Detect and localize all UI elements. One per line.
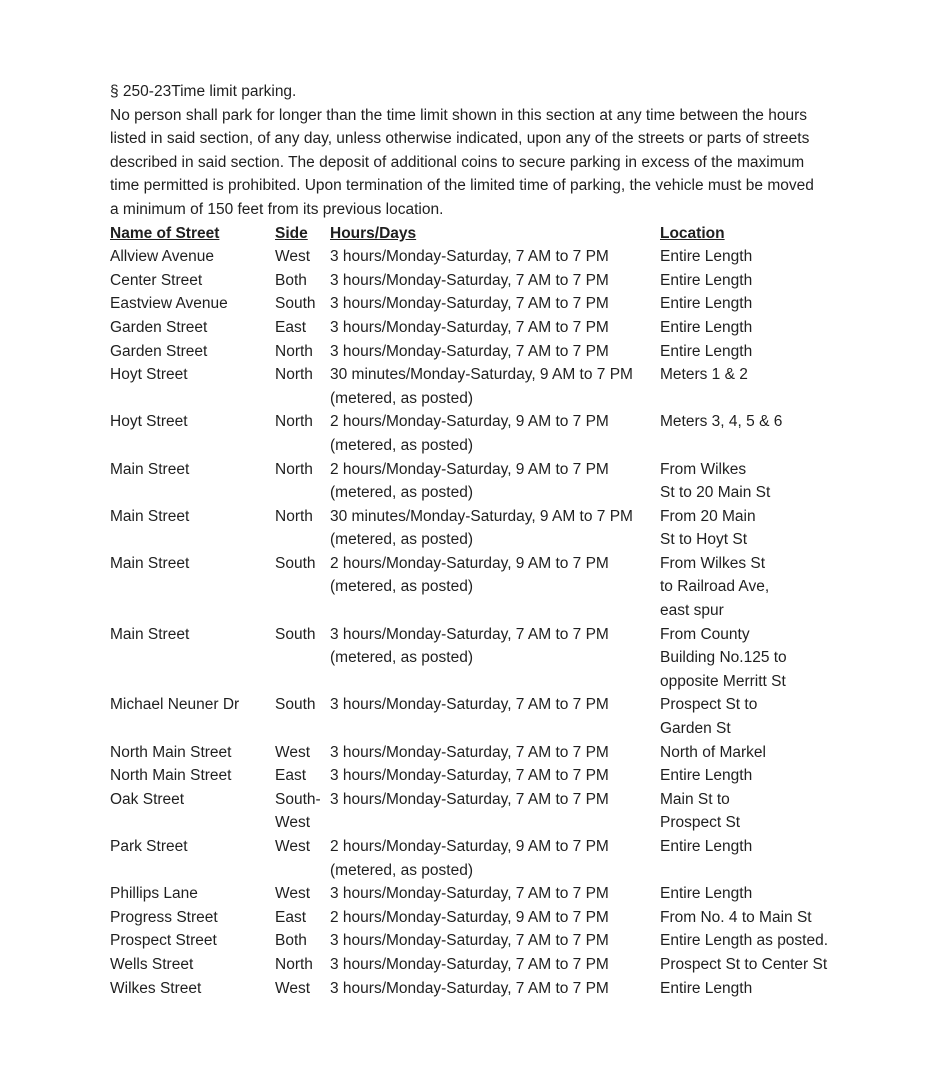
- cell-location-line: Meters 1 & 2: [660, 366, 748, 384]
- cell-hours-line: 3 hours/Monday-Saturday, 7 AM to 7 PM: [330, 790, 609, 808]
- cell-side: North: [275, 955, 313, 973]
- table-row: [110, 269, 830, 293]
- cell-location: [660, 835, 830, 882]
- cell-hours-line: (metered, as posted): [330, 436, 474, 454]
- table-row: [110, 953, 830, 977]
- cell-side: South: [275, 554, 316, 572]
- cell-location-line: Entire Length: [660, 318, 753, 336]
- cell-hours: [330, 693, 660, 740]
- cell-hours-line: 2 hours/Monday-Saturday, 9 AM to 7 PM: [330, 460, 609, 478]
- cell-hours: [330, 882, 660, 906]
- cell-hours-line: 3 hours/Monday-Saturday, 7 AM to 7 PM: [330, 885, 609, 903]
- cell-side: South: [275, 696, 316, 714]
- cell-hours: [330, 340, 660, 364]
- table-row: [110, 741, 830, 765]
- cell-location-line: Prospect St: [660, 814, 741, 832]
- cell-location-line: Garden St: [660, 720, 731, 738]
- cell-location: [660, 410, 830, 457]
- cell-hours-line: (metered, as posted): [330, 861, 474, 879]
- table-row: [110, 906, 830, 930]
- cell-hours-line: 30 minutes/Monday-Saturday, 9 AM to 7 PM: [330, 366, 633, 384]
- cell-location-line: to Railroad Ave,: [660, 578, 770, 596]
- cell-hours: [330, 410, 660, 457]
- cell-street: Main Street: [110, 507, 190, 525]
- cell-street: Wells Street: [110, 955, 194, 973]
- cell-side: North: [275, 342, 313, 360]
- cell-side: West: [275, 979, 311, 997]
- cell-hours-line: (metered, as posted): [330, 578, 474, 596]
- cell-hours: [330, 623, 660, 694]
- cell-hours: [330, 977, 660, 1001]
- cell-location-line: Entire Length: [660, 295, 753, 313]
- cell-location-line: North of Markel: [660, 743, 766, 761]
- cell-location-line: opposite Merritt St: [660, 672, 786, 690]
- cell-location: [660, 882, 830, 906]
- cell-location-line: Entire Length: [660, 767, 753, 785]
- cell-location-line: From Wilkes: [660, 460, 747, 478]
- cell-location-line: east spur: [660, 602, 724, 620]
- cell-location-line: St to Hoyt St: [660, 531, 748, 549]
- cell-location: [660, 977, 830, 1001]
- cell-location-line: Building No.125 to: [660, 649, 787, 667]
- cell-hours-line: 3 hours/Monday-Saturday, 7 AM to 7 PM: [330, 295, 609, 313]
- table-row: [110, 764, 830, 788]
- cell-location: [660, 552, 830, 623]
- cell-location: [660, 906, 830, 930]
- cell-street: Park Street: [110, 838, 188, 855]
- cell-street: Main Street: [110, 625, 190, 643]
- cell-street: Center Street: [110, 271, 203, 289]
- cell-location-line: Entire Length as posted.: [660, 932, 829, 950]
- header-street: Name of Street: [110, 224, 220, 242]
- cell-location: [660, 458, 830, 505]
- header-location: Location: [660, 224, 725, 242]
- cell-location-line: Entire Length: [660, 342, 753, 360]
- cell-location: [660, 929, 830, 953]
- cell-hours: [330, 505, 660, 552]
- cell-street: Oak Street: [110, 790, 185, 808]
- cell-hours-line: 3 hours/Monday-Saturday, 7 AM to 7 PM: [330, 625, 609, 643]
- cell-location-line: From Wilkes St: [660, 554, 766, 572]
- table-row: [110, 929, 830, 953]
- cell-location: [660, 693, 830, 740]
- cell-side: North: [275, 507, 313, 525]
- table-row: [110, 363, 830, 410]
- cell-side: West: [275, 248, 311, 266]
- cell-side: North: [275, 366, 313, 384]
- cell-street: North Main Street: [110, 767, 232, 785]
- cell-side: West: [275, 885, 311, 903]
- cell-hours-line: 3 hours/Monday-Saturday, 7 AM to 7 PM: [330, 342, 609, 360]
- cell-hours-line: (metered, as posted): [330, 531, 474, 549]
- cell-location: [660, 316, 830, 340]
- table-row: [110, 316, 830, 340]
- cell-street: Garden Street: [110, 342, 208, 360]
- cell-location: [660, 764, 830, 788]
- table-row: [110, 292, 830, 316]
- cell-location: [660, 340, 830, 364]
- cell-hours-line: 3 hours/Monday-Saturday, 7 AM to 7 PM: [330, 932, 609, 950]
- cell-hours-line: 30 minutes/Monday-Saturday, 9 AM to 7 PM: [330, 507, 633, 525]
- table-row: [110, 505, 830, 552]
- cell-location-line: From No. 4 to Main St: [660, 908, 812, 926]
- header-hours: Hours/Days: [330, 224, 417, 242]
- cell-side: Both: [275, 271, 307, 289]
- cell-location: [660, 505, 830, 552]
- table-row: [110, 623, 830, 694]
- cell-hours: [330, 764, 660, 788]
- cell-street: Hoyt Street: [110, 413, 188, 431]
- cell-street: Progress Street: [110, 908, 218, 926]
- cell-hours-line: 2 hours/Monday-Saturday, 9 AM to 7 PM: [330, 554, 609, 572]
- cell-hours: [330, 788, 660, 835]
- table-row: [110, 882, 830, 906]
- cell-side: North: [275, 460, 313, 478]
- cell-location-line: Main St to: [660, 790, 730, 808]
- cell-hours: [330, 292, 660, 316]
- cell-location-line: From 20 Main: [660, 507, 756, 525]
- time-limit-parking-table: [110, 222, 830, 1001]
- cell-location-line: Entire Length: [660, 271, 753, 289]
- cell-location-line: Prospect St to: [660, 696, 758, 714]
- cell-side: West: [275, 838, 311, 855]
- header-side: Side: [275, 224, 308, 242]
- cell-hours-line: 3 hours/Monday-Saturday, 7 AM to 7 PM: [330, 955, 609, 973]
- cell-street: Wilkes Street: [110, 979, 202, 997]
- cell-hours-line: 3 hours/Monday-Saturday, 7 AM to 7 PM: [330, 271, 609, 289]
- table-row: [110, 693, 830, 740]
- cell-hours: [330, 906, 660, 930]
- cell-side: South: [275, 625, 316, 643]
- cell-hours-line: 3 hours/Monday-Saturday, 7 AM to 7 PM: [330, 767, 609, 785]
- cell-street: Allview Avenue: [110, 248, 214, 266]
- cell-hours: [330, 316, 660, 340]
- cell-hours: [330, 552, 660, 623]
- cell-hours: [330, 741, 660, 765]
- cell-street: Michael Neuner Dr: [110, 696, 240, 714]
- cell-street: Prospect Street: [110, 932, 217, 950]
- cell-location: [660, 292, 830, 316]
- cell-hours: [330, 363, 660, 410]
- table-row: [110, 835, 830, 882]
- cell-location-line: Entire Length: [660, 885, 753, 903]
- cell-hours: [330, 245, 660, 269]
- cell-side: Both: [275, 932, 307, 950]
- cell-street: Hoyt Street: [110, 366, 188, 384]
- cell-street: North Main Street: [110, 743, 232, 761]
- cell-hours: [330, 835, 660, 882]
- cell-side: East: [275, 767, 307, 785]
- cell-street: Garden Street: [110, 318, 208, 336]
- table-row: [110, 788, 830, 835]
- table-row: [110, 340, 830, 364]
- cell-hours-line: 2 hours/Monday-Saturday, 9 AM to 7 PM: [330, 413, 609, 431]
- cell-hours-line: 3 hours/Monday-Saturday, 7 AM to 7 PM: [330, 696, 609, 714]
- cell-side-line: West: [275, 814, 311, 832]
- cell-hours-line: 3 hours/Monday-Saturday, 7 AM to 7 PM: [330, 248, 609, 266]
- cell-location: [660, 363, 830, 410]
- cell-location: [660, 269, 830, 293]
- cell-location-line: From County: [660, 625, 750, 643]
- cell-location-line: Meters 3, 4, 5 & 6: [660, 413, 783, 431]
- cell-hours: [330, 269, 660, 293]
- table-body: [110, 245, 830, 1000]
- cell-location: [660, 953, 830, 977]
- cell-street: Eastview Avenue: [110, 295, 228, 313]
- cell-hours-line: (metered, as posted): [330, 389, 474, 407]
- cell-street: Main Street: [110, 554, 190, 572]
- cell-hours-line: 2 hours/Monday-Saturday, 9 AM to 7 PM: [330, 908, 609, 926]
- cell-location-line: St to 20 Main St: [660, 484, 771, 502]
- table-row: [110, 245, 830, 269]
- cell-location: [660, 623, 830, 694]
- cell-hours-line: (metered, as posted): [330, 484, 474, 502]
- cell-location: [660, 741, 830, 765]
- cell-location: [660, 788, 830, 835]
- cell-side: West: [275, 743, 311, 761]
- cell-side: East: [275, 908, 307, 926]
- cell-street: Phillips Lane: [110, 885, 198, 903]
- cell-side: South: [275, 295, 316, 313]
- section-heading: § 250-23Time limit parking.: [110, 83, 297, 100]
- cell-side: North: [275, 413, 313, 431]
- cell-hours-line: 2 hours/Monday-Saturday, 9 AM to 7 PM: [330, 838, 609, 855]
- table-header-row: [110, 222, 830, 246]
- table-row: [110, 458, 830, 505]
- document-page: [110, 80, 830, 1000]
- cell-hours-line: (metered, as posted): [330, 649, 474, 667]
- cell-side: [275, 788, 330, 835]
- cell-location-line: Entire Length: [660, 838, 753, 855]
- cell-hours-line: 3 hours/Monday-Saturday, 7 AM to 7 PM: [330, 318, 609, 336]
- cell-hours: [330, 929, 660, 953]
- cell-hours-line: 3 hours/Monday-Saturday, 7 AM to 7 PM: [330, 979, 609, 997]
- cell-side-line: South-: [275, 790, 321, 808]
- cell-hours-line: 3 hours/Monday-Saturday, 7 AM to 7 PM: [330, 743, 609, 761]
- section-intro: No person shall park for longer than the time limit shown in this section at any time between the hours listed in said section, of any day, unless otherwise indicated, upon any of the streets or parts of streets described in said section. The deposit of additional coins to secure parking in excess of the maximum time permitted is prohibited. Upon termination of the limited time of parking, the vehicle must be moved a minimum of 150 feet from its previous location.: [110, 106, 814, 218]
- cell-location: [660, 245, 830, 269]
- cell-location-line: Prospect St to Center St: [660, 955, 828, 973]
- table-row: [110, 977, 830, 1001]
- cell-location-line: Entire Length: [660, 248, 753, 266]
- cell-hours: [330, 953, 660, 977]
- cell-street: Main Street: [110, 460, 190, 478]
- cell-side: East: [275, 318, 307, 336]
- table-row: [110, 410, 830, 457]
- table-row: [110, 552, 830, 623]
- cell-hours: [330, 458, 660, 505]
- cell-location-line: Entire Length: [660, 979, 753, 997]
